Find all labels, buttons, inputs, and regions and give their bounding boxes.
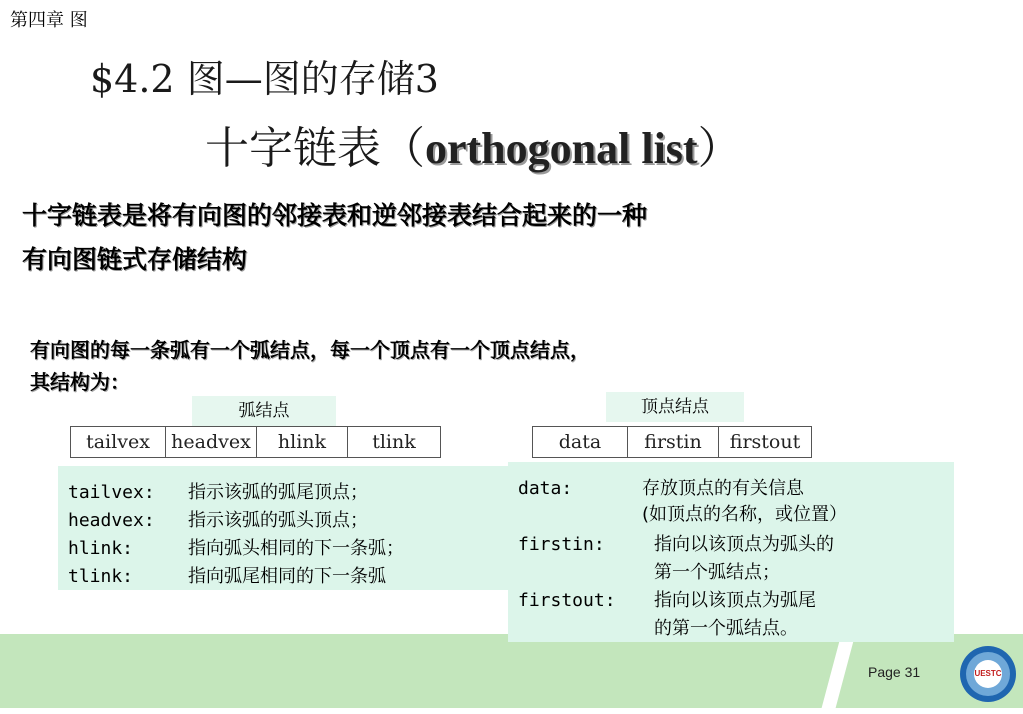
vertex-desc-text: 的第一个弧结点。 bbox=[654, 618, 798, 639]
arc-desc-text: 指示该弧的弧尾顶点； bbox=[188, 482, 368, 503]
vertex-desc-row bbox=[518, 586, 816, 612]
vertex-node-structure bbox=[532, 426, 812, 458]
slide-subtitle bbox=[205, 112, 742, 176]
vertex-desc-key: data: bbox=[518, 478, 573, 499]
arc-desc-key: tlink: bbox=[68, 566, 134, 587]
arc-field-tailvex: tailvex bbox=[71, 427, 166, 458]
desc-line-1: 有向图的每一条弧有一个弧结点，每一个顶点有一个顶点结点， bbox=[30, 338, 590, 362]
vertex-field-firstout: firstout bbox=[719, 427, 812, 458]
vertex-desc-row bbox=[518, 614, 798, 640]
page-number: Page 31 bbox=[868, 664, 921, 680]
arc-desc-key: headvex: bbox=[68, 510, 155, 531]
vertex-description-panel bbox=[508, 462, 954, 642]
arc-desc-text: 指向弧头相同的下一条弧； bbox=[188, 538, 404, 559]
vertex-desc-text: (如顶点的名称，或位置） bbox=[642, 504, 848, 525]
vertex-desc-text: 第一个弧结点； bbox=[654, 562, 780, 583]
intro-line-1: 十字链表是将有向图的邻接表和逆邻接表结合起来的一种 bbox=[22, 201, 648, 230]
chapter-label: 第四章 图 bbox=[10, 10, 88, 31]
vertex-desc-text: 存放顶点的有关信息 bbox=[642, 478, 804, 499]
arc-desc-row bbox=[68, 506, 368, 532]
intro-line-2: 有向图链式存储结构 bbox=[22, 245, 248, 274]
vertex-desc-text: 指向以该顶点为弧头的 bbox=[654, 534, 834, 555]
arc-field-headvex: headvex bbox=[166, 427, 257, 458]
arc-field-hlink: hlink bbox=[257, 427, 348, 458]
arc-field-tlink: tlink bbox=[348, 427, 441, 458]
vertex-field-firstin: firstin bbox=[628, 427, 719, 458]
university-logo bbox=[960, 646, 1016, 702]
vertex-desc-row bbox=[518, 558, 780, 584]
vertex-field-data: data bbox=[533, 427, 628, 458]
subtitle-cn: 十字链表（ bbox=[205, 123, 425, 174]
vertex-desc-row bbox=[518, 474, 804, 500]
arc-node-label: 弧结点 bbox=[192, 396, 336, 426]
vertex-desc-row bbox=[518, 500, 847, 526]
arc-desc-text: 指向弧尾相同的下一条弧 bbox=[188, 566, 386, 587]
arc-desc-row bbox=[68, 534, 404, 560]
desc-line-2: 其结构为： bbox=[30, 370, 130, 394]
arc-desc-text: 指示该弧的弧头顶点； bbox=[188, 510, 368, 531]
arc-desc-row bbox=[68, 562, 386, 588]
arc-description-panel bbox=[58, 466, 518, 590]
arc-desc-key: hlink: bbox=[68, 538, 134, 559]
vertex-desc-row bbox=[518, 530, 834, 556]
subtitle-end: ） bbox=[697, 123, 742, 174]
subtitle-en: orthogonal list bbox=[425, 124, 698, 173]
arc-desc-row bbox=[68, 478, 368, 504]
slide-title: $4.2 图—图的存储3 bbox=[90, 57, 439, 101]
vertex-desc-key: firstin: bbox=[518, 534, 605, 555]
vertex-desc-key: firstout: bbox=[518, 590, 616, 611]
arc-desc-key: tailvex: bbox=[68, 482, 155, 503]
vertex-node-label: 顶点结点 bbox=[606, 392, 744, 422]
arc-node-structure bbox=[70, 426, 441, 458]
logo-text: UESTC bbox=[974, 660, 1002, 688]
vertex-desc-text: 指向以该顶点为弧尾 bbox=[654, 590, 816, 611]
